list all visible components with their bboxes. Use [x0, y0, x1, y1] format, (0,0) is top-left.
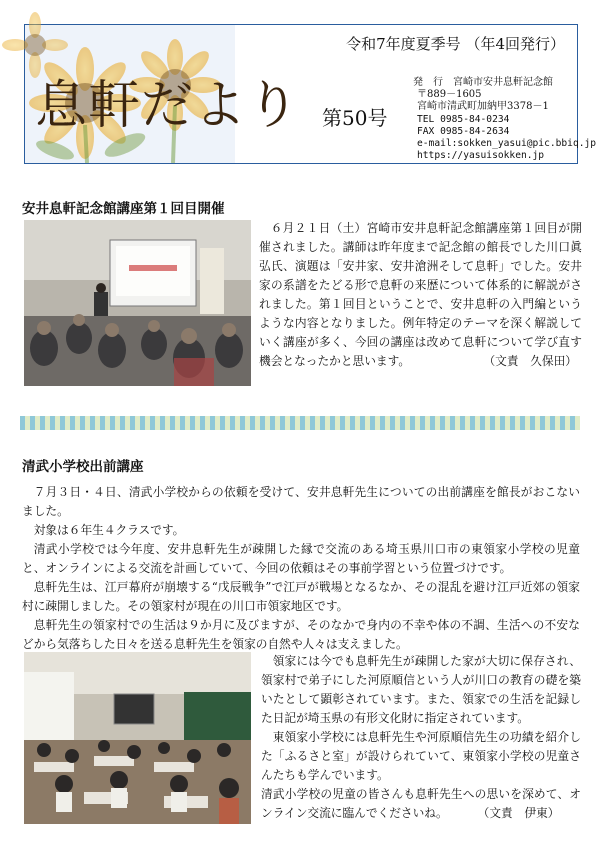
issue-number: 第50号 [322, 106, 388, 130]
section1-title: 安井息軒記念館講座第１回目開催 [22, 201, 225, 217]
section1-credit: （文責 久保田） [483, 354, 577, 368]
masthead-header [24, 24, 597, 164]
section2-closing-text: 清武小学校の児童の皆さんも息軒先生への思いを深めて、オンライン交流に臨んでくださいね。 [261, 787, 581, 820]
section2-side-paragraph-2: 東領家小学校には息軒先生や河原順信先生の功績を紹介した「ふるさと室」が設けられていて、東領家小学校の児童さんたちも学んでいます。 [261, 730, 581, 782]
publisher-name: 発 行 宮崎市安井息軒記念館 [413, 77, 553, 88]
section2-side-paragraph-1: 領家には今でも息軒先生が疎開した家が大切に保存され、領家村で弟子にした河原順信という人が川口の教育の礎を築いたとして顕彰されています。また、領家での生活を記録した日記が埼玉県の有形文化財に指定されています。 [261, 654, 581, 725]
tel: TEL 0985-84-0234 [417, 113, 510, 125]
section2-paragraph-3: 清武小学校では今年度、安井息軒先生が疎開した縁で交流のある埼玉県川口市の東領家小学校の児童と、オンラインによる交流を計画していて、今回の依頼はその事前学習という位置づけです。 [22, 542, 580, 575]
website-url: https://yasuisokken.jp [417, 150, 545, 162]
season-label: 令和7年度夏季号 （年4回発行） [346, 35, 565, 53]
postal-code: 〒889－1605 [417, 89, 482, 101]
section2-paragraph-5: 息軒先生の領家村での生活は９か月に及びますが、そのなかで身内の不幸や体の不調、生活への不安などから気落ちした日々を送る息軒先生を領家の自然や人々は支えました。 [22, 618, 580, 651]
newsletter-title: 息軒だより [35, 76, 301, 136]
email: e-mail:sokken_yasui@pic.bbiq.jp [417, 138, 597, 150]
section2-paragraph-1: ７月３日・４日、清武小学校からの依頼を受けて、安井息軒先生についての出前講座を館長がおこないました。 [22, 485, 580, 518]
section2-paragraph-4: 息軒先生は、江戸幕府が崩壊する“戊辰戦争”で江戸が戦場となるなか、その混乱を避け江戸近郊の領家村に疎開しました。その領家村が現在の川口市領家地区です。 [22, 580, 580, 613]
lecture-photo [24, 220, 251, 386]
decorative-divider [20, 416, 580, 430]
section2-side-text [261, 652, 581, 823]
section2-credit: （文責 伊東） [477, 806, 560, 820]
section1-body: ６月２１日（土）宮崎市安井息軒記念館講座第１回目が開催されました。講師は昨年度まで記念館の館長でした川口眞弘氏、演題は「安井家、安井滄洲そして息軒」でした。安井家の系譜をたどる形で息軒の来歴について体系的に解説がされました。第１回目ということで、安井息軒の入門編というような内容となりました。例年特定のテーマを深く解説していく講座が多く、今回の講座は改めて息軒について学び直す機会となったかと思います。 [259, 221, 582, 368]
section2-body [22, 483, 580, 654]
fax: FAX 0985-84-2634 [417, 125, 510, 137]
section2-title: 清武小学校出前講座 [22, 459, 144, 475]
address: 宮崎市清武町加納甲3378－1 [417, 101, 549, 113]
classroom-photo [24, 652, 251, 824]
section2-paragraph-2: 対象は６年生４クラスです。 [33, 523, 185, 537]
publisher-info [413, 77, 596, 162]
section2-closing [261, 785, 581, 823]
